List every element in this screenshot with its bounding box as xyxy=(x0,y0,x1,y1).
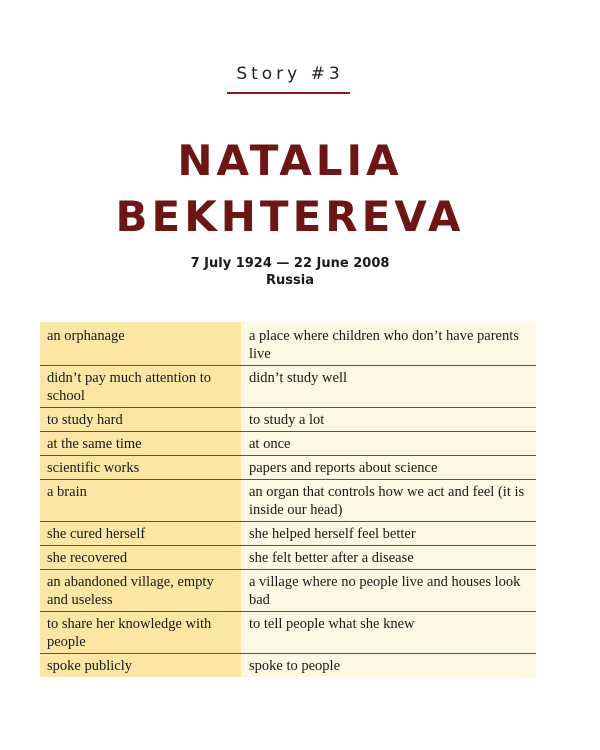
vocab-definition: she helped herself feel better xyxy=(249,526,416,542)
vocab-row xyxy=(40,456,536,480)
vocab-definition: to study a lot xyxy=(249,412,325,428)
vocab-term: to share her knowledge with people xyxy=(47,616,212,650)
vocab-row xyxy=(40,322,536,366)
country: Russia xyxy=(266,273,314,288)
vocab-term: at the same time xyxy=(47,436,142,452)
vocab-definition: a place where children who don’t have parents live xyxy=(249,328,519,362)
vocab-row xyxy=(40,432,536,456)
vocab-row xyxy=(40,408,536,432)
vocab-definition: at once xyxy=(249,436,291,452)
vocab-row xyxy=(40,612,536,654)
vocab-term: to study hard xyxy=(47,412,123,428)
vocab-term: she cured herself xyxy=(47,526,146,542)
vocab-term: an abandoned village, empty and useless xyxy=(47,574,214,608)
vocab-term: scientific works xyxy=(47,460,140,476)
vocab-term: spoke publicly xyxy=(47,658,132,674)
vocab-definition: papers and reports about science xyxy=(249,460,438,476)
vocab-row xyxy=(40,522,536,546)
vocab-row xyxy=(40,480,536,522)
person-name-last: BEKHTEREVA xyxy=(115,192,465,241)
vocab-term: she recovered xyxy=(47,550,128,566)
vocab-definition: to tell people what she knew xyxy=(249,616,415,632)
person-name-first: NATALIA xyxy=(177,136,403,185)
vocab-row xyxy=(40,546,536,570)
vocab-row xyxy=(40,570,536,612)
vocab-definition: she felt better after a disease xyxy=(249,550,414,566)
vocab-row xyxy=(40,654,536,677)
vocab-definition: spoke to people xyxy=(249,658,341,674)
vocab-term: a brain xyxy=(47,484,87,500)
vocab-definition: an organ that controls how we act and feel (it is inside our head) xyxy=(249,484,525,518)
vocab-term: an orphanage xyxy=(47,328,125,344)
vocabulary-table xyxy=(40,322,536,677)
story-label: Story #3 xyxy=(236,64,344,84)
story-label-underline xyxy=(227,92,350,94)
vocab-term: didn’t pay much attention to school xyxy=(47,370,212,404)
vocab-row xyxy=(40,366,536,408)
vocab-definition: didn’t study well xyxy=(249,370,348,386)
vocab-definition: a village where no people live and houses look bad xyxy=(249,574,521,608)
life-dates: 7 July 1924 — 22 June 2008 xyxy=(190,256,390,271)
